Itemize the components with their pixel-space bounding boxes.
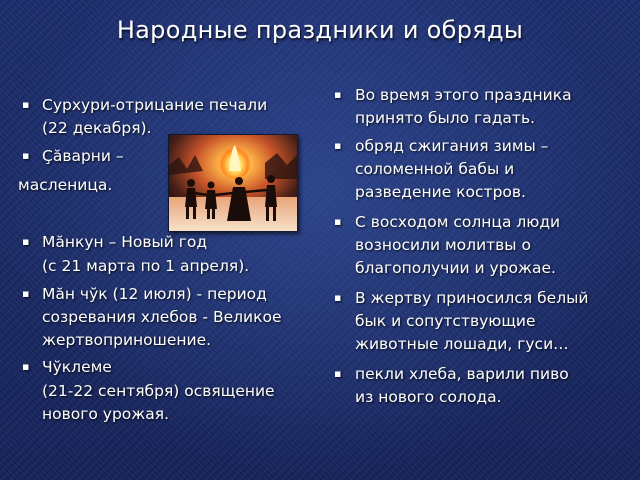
right-item-3-line2: возносили молитвы о [355, 236, 531, 254]
right-item-4-line2: бык и сопутствующие [355, 312, 536, 330]
right-item-4-line1: В жертву приносился белый [355, 289, 589, 307]
right-item-2-line2: соломенной бабы и [355, 160, 515, 178]
left-item-maslenitsa: масленица. [18, 176, 113, 194]
bullet-marker: ▪ [334, 367, 342, 380]
bullet-marker: ▪ [22, 360, 30, 373]
left-item-mankun: Мăнкун – Новый год [42, 233, 208, 251]
bullet-marker: ▪ [334, 215, 342, 228]
left-item-chukleme-line2: (21-22 сентября) освящение [42, 382, 275, 400]
bullet-marker: ▪ [22, 287, 30, 300]
bullet-marker: ▪ [334, 88, 342, 101]
right-item-3-line3: благополучии и урожае. [355, 259, 556, 277]
left-item-man-chuk-line2: созревания хлебов - Великое [42, 308, 282, 326]
bullet-marker: ▪ [22, 98, 30, 111]
left-item-chukleme-line3: нового урожая. [42, 405, 169, 423]
right-item-2-line3: разведение костров. [355, 183, 526, 201]
left-item-chukleme: Чўклеме [42, 358, 112, 376]
bonfire-photo [168, 134, 298, 232]
bonfire-scene-icon [169, 135, 297, 231]
right-item-3-line1: С восходом солнца люди [355, 213, 561, 231]
bullet-marker: ▪ [334, 139, 342, 152]
right-item-4-line3: животные лошади, гуси… [355, 335, 569, 353]
slide-title: Народные праздники и обряды [116, 16, 524, 44]
right-item-1-line2: принято было гадать. [355, 109, 536, 127]
left-item-savarni: Çăварни – [42, 147, 124, 165]
bullet-marker: ▪ [334, 291, 342, 304]
left-item-man-chuk: Мăн чўк (12 июля) - период [42, 285, 267, 303]
right-item-5-line1: пекли хлеба, варили пиво [355, 365, 569, 383]
left-item-surkhuri-date: (22 декабря). [42, 119, 152, 137]
left-item-surkhuri: Сурхури-отрицание печали [42, 96, 268, 114]
right-item-5-line2: из нового солода. [355, 388, 502, 406]
right-item-2-line1: обряд сжигания зимы – [355, 137, 549, 155]
bullet-marker: ▪ [22, 235, 30, 248]
left-item-mankun-date: (с 21 марта по 1 апреля). [42, 257, 250, 275]
left-item-man-chuk-line3: жертвоприношение. [42, 331, 212, 349]
bullet-marker: ▪ [22, 149, 30, 162]
right-item-1-line1: Во время этого праздника [355, 86, 572, 104]
